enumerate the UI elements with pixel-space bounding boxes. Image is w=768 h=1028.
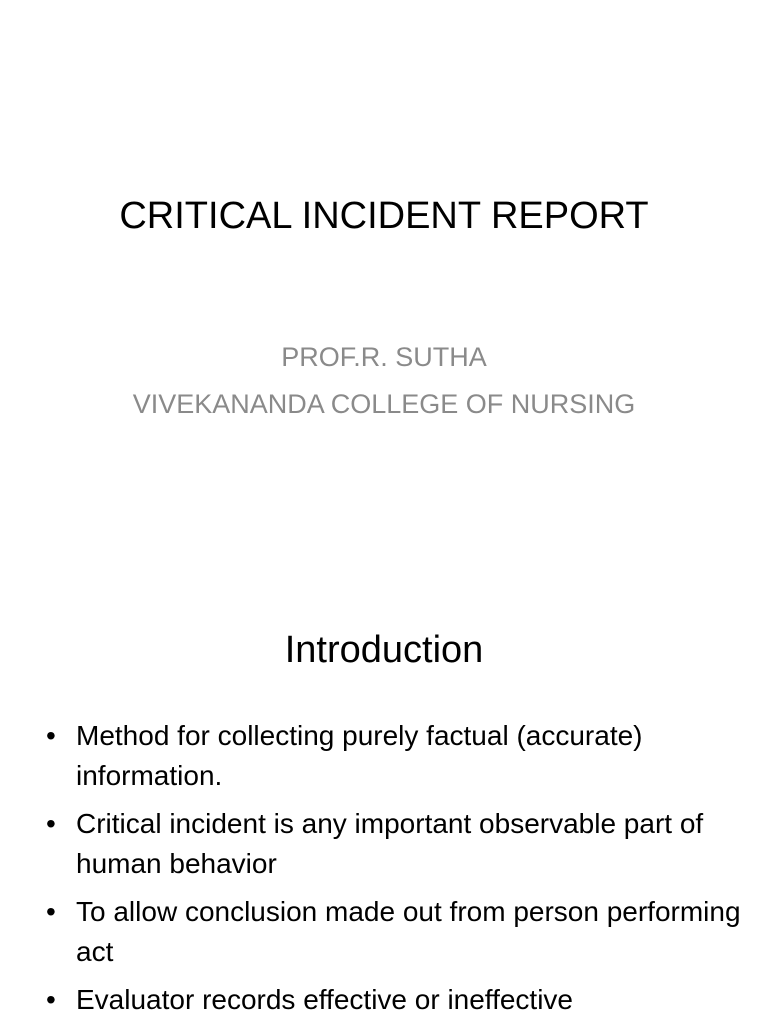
bullet-text: Method for collecting purely factual (accurate) information. — [76, 720, 643, 791]
introduction-slide — [0, 576, 768, 1024]
bullet-text: Evaluator records effective or ineffective — [76, 984, 573, 1015]
section-heading: Introduction — [284, 629, 484, 671]
slide-subtitle — [0, 334, 768, 428]
slide-title: CRITICAL INCIDENT REPORT — [119, 195, 649, 237]
list-item — [46, 980, 746, 1020]
list-item — [46, 804, 746, 884]
bullet-icon: • — [46, 808, 56, 839]
bullet-icon: • — [46, 720, 56, 751]
bullet-list — [46, 716, 746, 1028]
bullet-icon: • — [46, 896, 56, 927]
list-item — [46, 716, 746, 796]
bullet-text: Critical incident is any important observable part of human behavior — [76, 808, 704, 879]
author-name: PROF.R. SUTHA — [281, 342, 487, 372]
list-item — [46, 892, 746, 972]
institution-name: VIVEKANANDA COLLEGE OF NURSING — [132, 389, 636, 419]
bullet-text: To allow conclusion made out from person performing act — [76, 896, 741, 967]
bullet-icon: • — [46, 984, 56, 1015]
